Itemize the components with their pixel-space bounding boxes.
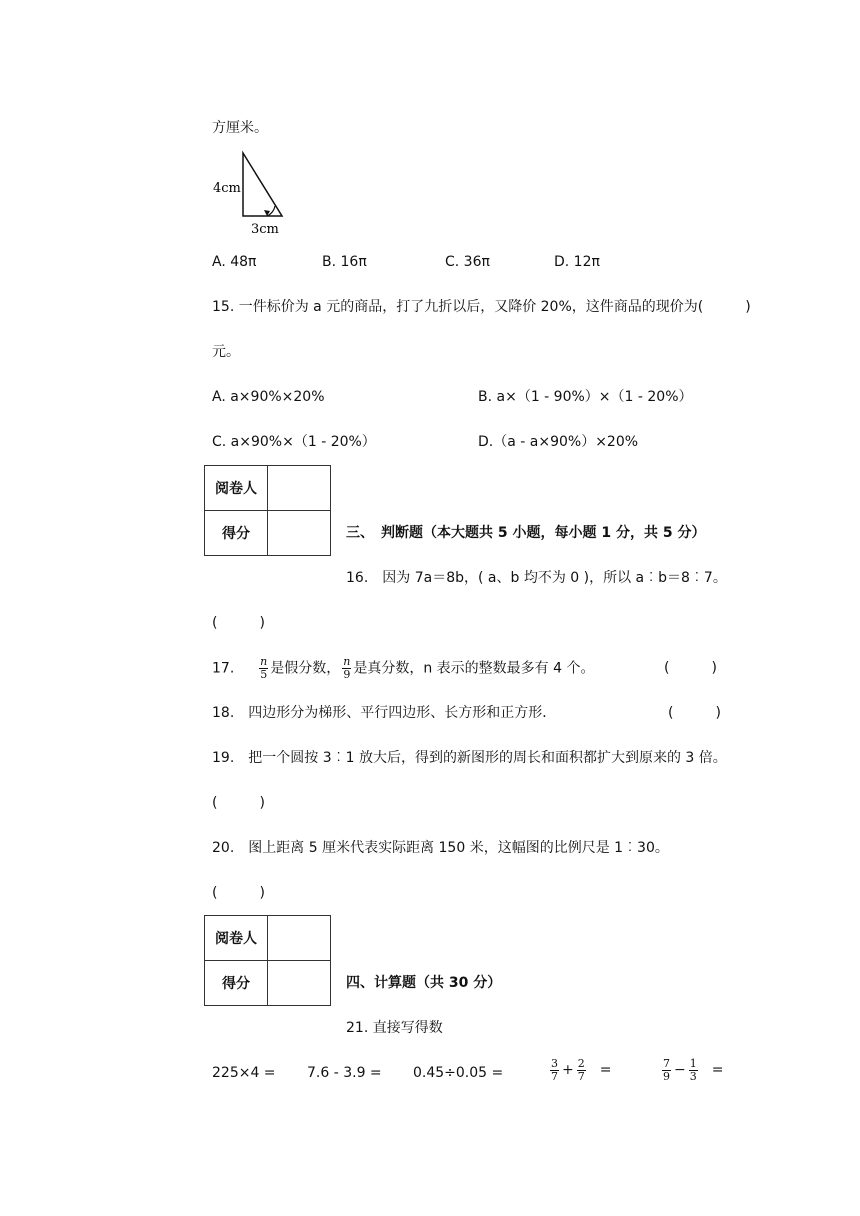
- calc-item-1: 225×4 =: [212, 1065, 276, 1081]
- reviewer-label: 阅卷人: [205, 466, 268, 511]
- q14-option-a: A. 48π: [212, 254, 257, 270]
- score-box-section4: [204, 915, 331, 1006]
- q21-title: 21. 直接写得数: [346, 1020, 443, 1036]
- q14-continuation: 方厘米。: [212, 120, 268, 136]
- score-label: 得分: [205, 961, 268, 1006]
- q17-fraction-1: $\frac{n}{5}$: [260, 655, 268, 681]
- reviewer-cell: [268, 466, 331, 511]
- q15-option-b: B. a×（1 - 90%）×（1 - 20%）: [478, 389, 693, 405]
- q17-mid: 是假分数，: [270, 660, 341, 677]
- reviewer-cell: [268, 916, 331, 961]
- score-label: 得分: [205, 511, 268, 556]
- q19-text: 19. 把一个圆按 3︰1 放大后，得到的新图形的周长和面积都扩大到原来的 3 倍。: [212, 750, 727, 766]
- q15-text: 15. 一件标价为 a 元的商品，打了九折以后，又降价 20%，这件商品的现价为( ): [212, 299, 751, 315]
- q14-option-c: C. 36π: [445, 254, 490, 270]
- q15-continuation: 元。: [212, 344, 240, 360]
- calc-item-5: $\frac{7}{9}$ − $\frac{1}{3}$ =: [663, 1056, 724, 1083]
- height-label: 4cm: [213, 181, 241, 196]
- score-cell: [268, 961, 331, 1006]
- reviewer-label: 阅卷人: [205, 916, 268, 961]
- fraction-1-3: $\frac{1}{3}$: [689, 1056, 697, 1083]
- q17-number: 17.: [212, 660, 235, 677]
- q18-blank: ( ): [668, 705, 721, 721]
- calc-item-3: 0.45÷0.05 =: [413, 1065, 504, 1081]
- calc-item-2: 7.6 - 3.9 =: [307, 1065, 382, 1081]
- q18-text: 18. 四边形分为梯形、平行四边形、长方形和正方形．: [212, 705, 557, 721]
- q17-blank: ( ): [664, 660, 717, 676]
- q14-option-d: D. 12π: [554, 254, 600, 270]
- q15-option-a: A. a×90%×20%: [212, 389, 325, 405]
- score-box-section3: [204, 465, 331, 556]
- q16-text: 16. 因为 7a＝8b，( a、b 均不为 0 )，所以 a︰b＝8︰7。: [346, 570, 727, 586]
- q19-blank: ( ): [212, 795, 265, 811]
- q16-blank: ( ): [212, 615, 265, 631]
- q20-blank: ( ): [212, 885, 265, 901]
- q15-option-d: D.（a - a×90%）×20%: [478, 434, 639, 450]
- q20-text: 20. 图上距离 5 厘米代表实际距离 150 米，这幅图的比例尺是 1︰30。: [212, 840, 669, 856]
- calc-item-4: $\frac{3}{7}$ + $\frac{2}{7}$ =: [551, 1056, 612, 1083]
- q17-text: [212, 656, 595, 681]
- base-label: 3cm: [251, 222, 279, 237]
- q17-fraction-2: $\frac{n}{9}$: [343, 655, 351, 681]
- q15-option-c: C. a×90%×（1 - 20%）: [212, 434, 376, 450]
- fraction-3-7: $\frac{3}{7}$: [551, 1056, 558, 1083]
- score-cell: [268, 511, 331, 556]
- q17-rest: 是真分数，n 表示的整数最多有 4 个。: [353, 660, 595, 677]
- fraction-2-7: $\frac{2}{7}$: [577, 1056, 585, 1083]
- section3-title: 三、 判断题（本大题共 5 小题，每小题 1 分，共 5 分）: [346, 525, 706, 541]
- q14-option-b: B. 16π: [322, 254, 367, 270]
- triangle-figure: [205, 148, 295, 240]
- section4-title: 四、计算题（共 30 分）: [346, 975, 502, 991]
- fraction-7-9: $\frac{7}{9}$: [663, 1056, 670, 1083]
